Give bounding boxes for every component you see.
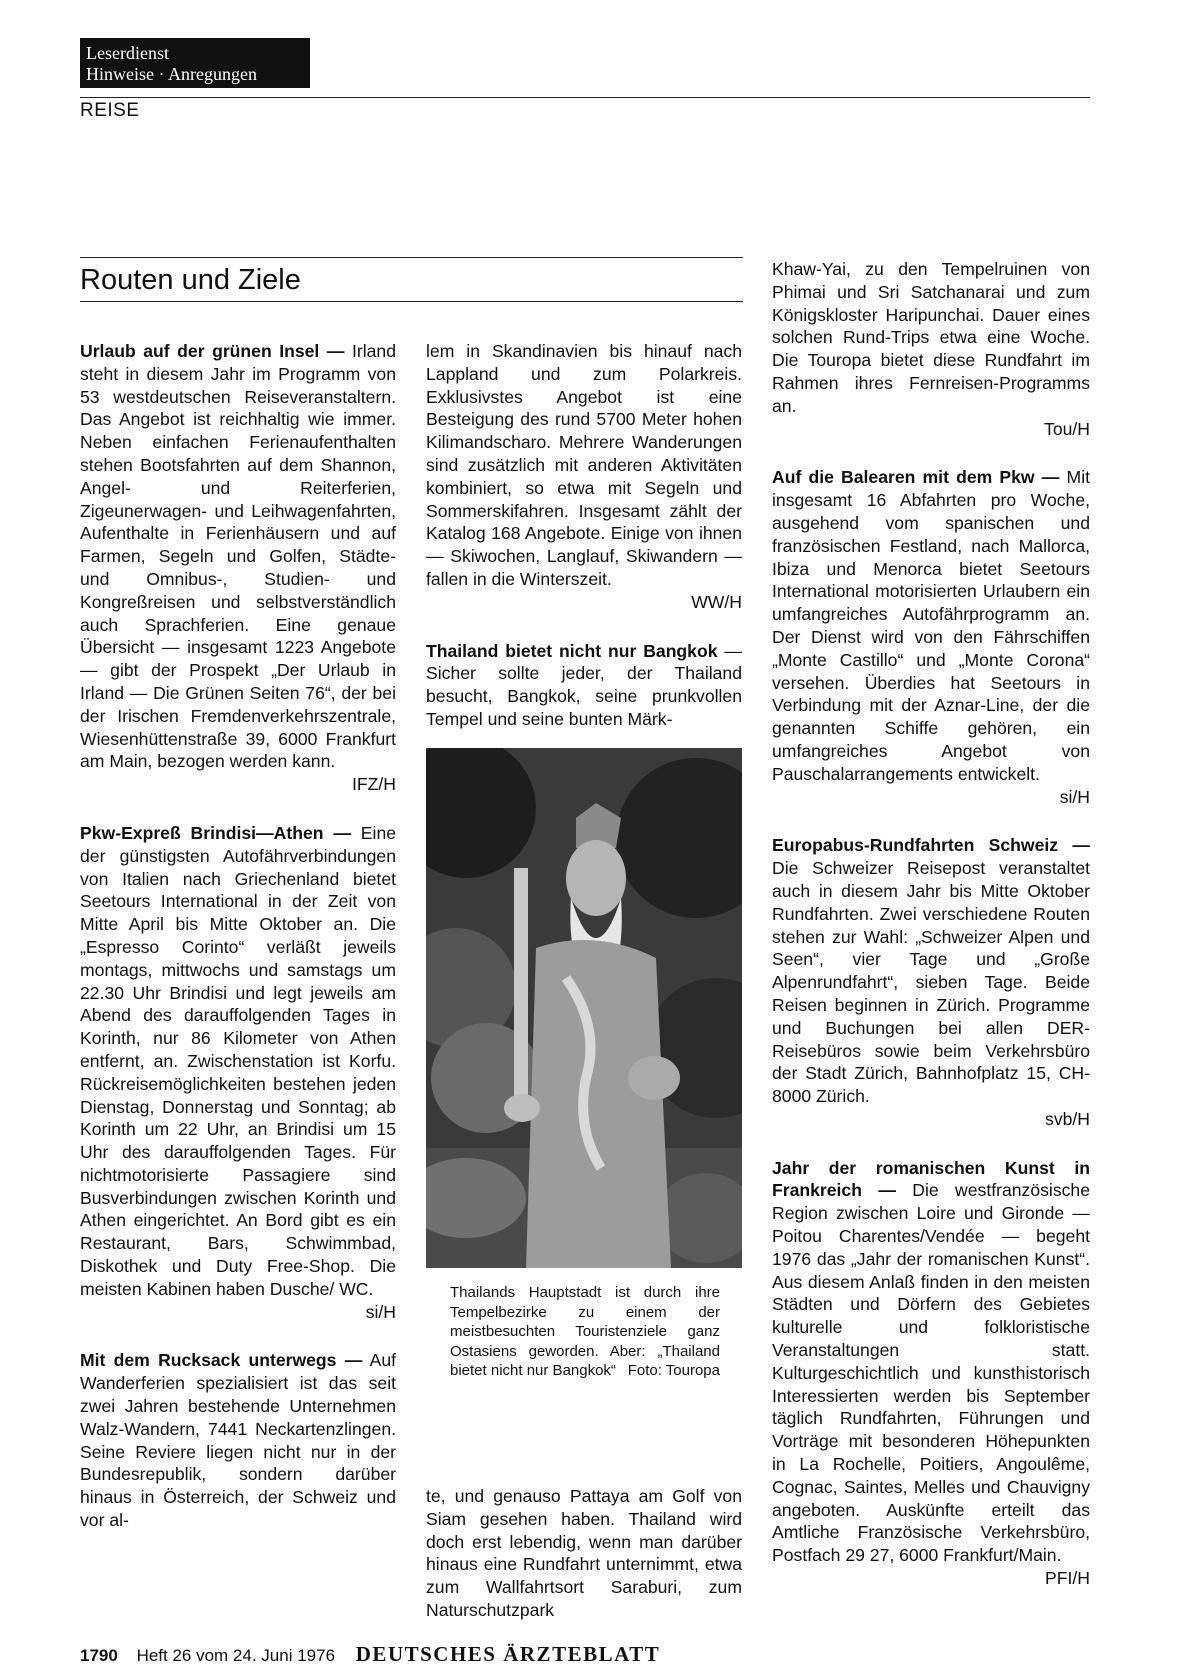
- article-signature: svb/H: [1045, 1108, 1090, 1129]
- article-ireland: [80, 340, 396, 796]
- section-badge: [80, 38, 310, 88]
- article-body: — Sicher sollte jeder, der Thailand besucht, Bangkok, seine prunkvollen Tempel und seine bunten Märk-: [426, 640, 743, 729]
- article-body: Die westfranzösische Region zwischen Loire und Gironde — Poitou Charentes/Vendée — begeht 1976 das „Jahr der romanischen Kunst“. Aus diesem Anlaß finden in den meisten Städten und Dörfern des Gebietes kulturelle und folkloristische Veranstaltungen statt. Kulturgeschichtlich und kunsthistorisch Interessierten werden bis September täglich Rundfahrten, Führungen und Vorträge mit besonderen Höhepunkten in La Rochelle, Poitiers, Angoulême, Cognac, Saintes, Melles und Chauvigny angeboten. Auskünfte erteilt das Amtliche Französische Verkehrsbüro, Postfach 29 27, 6000 Frankfurt/Main.: [772, 1180, 1091, 1566]
- section-label: REISE: [80, 100, 140, 121]
- article-headline: Urlaub auf der grünen Insel —: [80, 341, 345, 361]
- article-rucksack-continued: [426, 340, 742, 614]
- article-brindisi: [80, 822, 396, 1324]
- article-thailand-end: [772, 258, 1090, 440]
- article-signature: WW/H: [691, 591, 742, 612]
- article-body: Irland steht in diesem Jahr im Programm von 53 westdeutschen Reiseveranstaltern. Das Angebot ist reichhaltig wie immer. Neben einfachen Ferienaufenthalten stehen Bootsfahrten auf dem Shannon, Angel- und Reiterferien, Zigeunerwagen- und Leihwagenfahrten, Aufenthalte in Ferienhäusern und auf Farmen, Segeln und Golfen, Städte- und Omnibus-, Studien- und Kongreßreisen und selbstverständlich auch Sprachferien. Eine genaue Übersicht — insgesamt 1223 Angebote — gibt der Prospekt „Der Urlaub in Irland — Die Grünen Seiten 76“, der bei der Irischen Fremdenverkehrszentrale, Wiesenhüttenstraße 39, 6000 Frankfurt am Main, bezogen werden kann.: [80, 341, 396, 772]
- article-body: lem in Skandinavien bis hinauf nach Lappland und zum Polarkreis. Exklusivstes Angebot ist eine Besteigung des rund 5700 Meter hohen Kilimandscharo. Mehrere Wanderungen sind zusätzlich mit anderen Aktivitäten kombiniert, so etwa mit Segeln und Sommerskifahren. Insgesamt zählt der Katalog 168 Angebote. Einige von ihnen — Skiwochen, Langlauf, Skiwandern — fallen in die Winterszeit.: [426, 341, 742, 589]
- issue-info: Heft 26 vom 24. Juni 1976: [136, 1646, 336, 1665]
- article-body: Auf Wanderferien spezialisiert ist das seit zwei Jahren bestehende Unternehmen Walz-Wandern, 7441 Neckartenzlingen. Seine Reviere liegen nicht nur in der Bundesrepublik, sondern darüber hinaus in Österreich, der Schweiz und vor al-: [80, 1350, 396, 1531]
- temple-statue-image: [426, 748, 742, 1268]
- article-signature: si/H: [365, 1301, 396, 1322]
- column-3: [772, 258, 1090, 1616]
- caption-text: Thailands Hauptstadt ist durch ihre Tempelbezirke zu einem der meistbesuchten Touristenziele ganz Ostasiens geworden. Aber: „Thailand bietet nicht nur Bangkok“: [450, 1284, 720, 1379]
- title-rule-bottom: [80, 301, 743, 302]
- page-title: Routen und Ziele: [80, 264, 301, 296]
- article-signature: si/H: [1059, 786, 1090, 807]
- article-headline: Mit dem Rucksack unterwegs —: [80, 1350, 363, 1371]
- column-2: [426, 340, 742, 757]
- article-headline: Europabus-Rundfahrten Schweiz —: [772, 835, 1090, 856]
- column-2-bottom: [426, 1485, 742, 1622]
- article-headline: Auf die Balearen mit dem Pkw —: [772, 467, 1060, 488]
- article-thailand: [426, 640, 742, 731]
- badge-line-1: Leserdienst: [86, 43, 169, 63]
- top-rule: [80, 97, 1090, 98]
- photo-credit: Foto: Touropa: [627, 1362, 720, 1379]
- photo-caption: [450, 1283, 720, 1381]
- article-rucksack: [80, 1349, 396, 1531]
- article-europabus: [772, 834, 1090, 1130]
- photo-temple-statue: [426, 748, 742, 1268]
- article-balearen: [772, 466, 1090, 808]
- page-number: 1790: [80, 1646, 118, 1665]
- article-body: Mit insgesamt 16 Abfahrten pro Woche, ausgehend vom spanischen und französischen Festland, nach Mallorca, Ibiza und Menorca bietet Seetours International motorisierten Urlaubern ein umfangreiches Autofährprogramm an. Der Dienst wird von den Fährschiffen „Monte Castillo“ und „Monte Corona“ versehen. Überdies hat Seetours in Verbindung mit der Aznar-Line, der die genannten Schiffe gehören, ein umfangreiches Angebot von Pauschalarrangements entwickelt.: [772, 467, 1090, 784]
- title-rule-top: [80, 257, 743, 258]
- article-thailand-continued: [426, 1485, 742, 1622]
- article-signature: IFZ/H: [352, 774, 396, 795]
- article-headline: Jahr der romanischen Kunst in Frankreich —: [772, 1157, 1090, 1201]
- column-1: [80, 340, 396, 1558]
- badge-line-2: Hinweise · Anregungen: [86, 64, 257, 84]
- article-body: te, und genauso Pattaya am Golf von Siam gesehen haben. Thailand wird doch erst lebendig, wenn man darüber hinaus eine Rundfahrt unternimmt, etwa zum Wallfahrtsort Saraburi, zum Naturschutzpark: [426, 1486, 742, 1620]
- article-body: Khaw-Yai, zu den Tempelruinen von Phimai und Sri Satchanarai und zum Königskloster Haripunchai. Dauer eines solchen Rund-Trips etwa eine Woche. Die Touropa bietet diese Rundfahrt im Rahmen ihres Fernreisen-Programms an.: [772, 259, 1090, 416]
- article-body: Eine der günstigsten Autofährverbindungen von Italien nach Griechenland bietet Seetours International in der Zeit von Mitte April bis Mitte Oktober an. Die „Espresso Corinto“ verläßt jeweils montags, mittwochs und samstags um 22.30 Uhr Brindisi und legt jeweils am Abend des darauffolgenden Tages in Korinth, nur 86 Kilometer von Athen entfernt, an. Zwischenstation ist Korfu. Rückreisemöglichkeiten bestehen jeden Dienstag, Donnerstag und Sonntag; ab Korinth um 22 Uhr, an Brindisi um 15 Uhr des darauffolgenden Tages. Für nichtmotorisierte Passagiere sind Busverbindungen zwischen Korinth und Athen eingerichtet. An Bord gibt es ein Restaurant, Bars, Schwimmbad, Diskothek und Duty Free-Shop. Die meisten Kabinen haben Dusche/ WC.: [80, 822, 397, 1299]
- article-headline: Thailand bietet nicht nur Bangkok: [426, 640, 718, 661]
- article-headline: Pkw-Expreß Brindisi—Athen —: [80, 822, 351, 843]
- magazine-name: DEUTSCHES ÄRZTEBLATT: [355, 1642, 661, 1666]
- article-signature: Tou/H: [1044, 418, 1090, 439]
- article-body: Die Schweizer Reisepost veranstaltet auch in diesem Jahr bis Mitte Oktober Rundfahrten. Zwei verschiedene Routen stehen zur Wahl: „Schweizer Alpen und Seen“, vier Tage und „Große Alpenrundfahrt“, sieben Tage. Beide Reisen beginnen in Zürich. Programme und Buchungen bei allen DER-Reisebüros sowie beim Verkehrsbüro der Stadt Zürich, Bahnhofplatz 15, CH-8000 Zürich.: [772, 858, 1090, 1107]
- article-frankreich: [772, 1157, 1090, 1590]
- article-signature: PFI/H: [1045, 1568, 1090, 1589]
- page-footer: [80, 1642, 660, 1667]
